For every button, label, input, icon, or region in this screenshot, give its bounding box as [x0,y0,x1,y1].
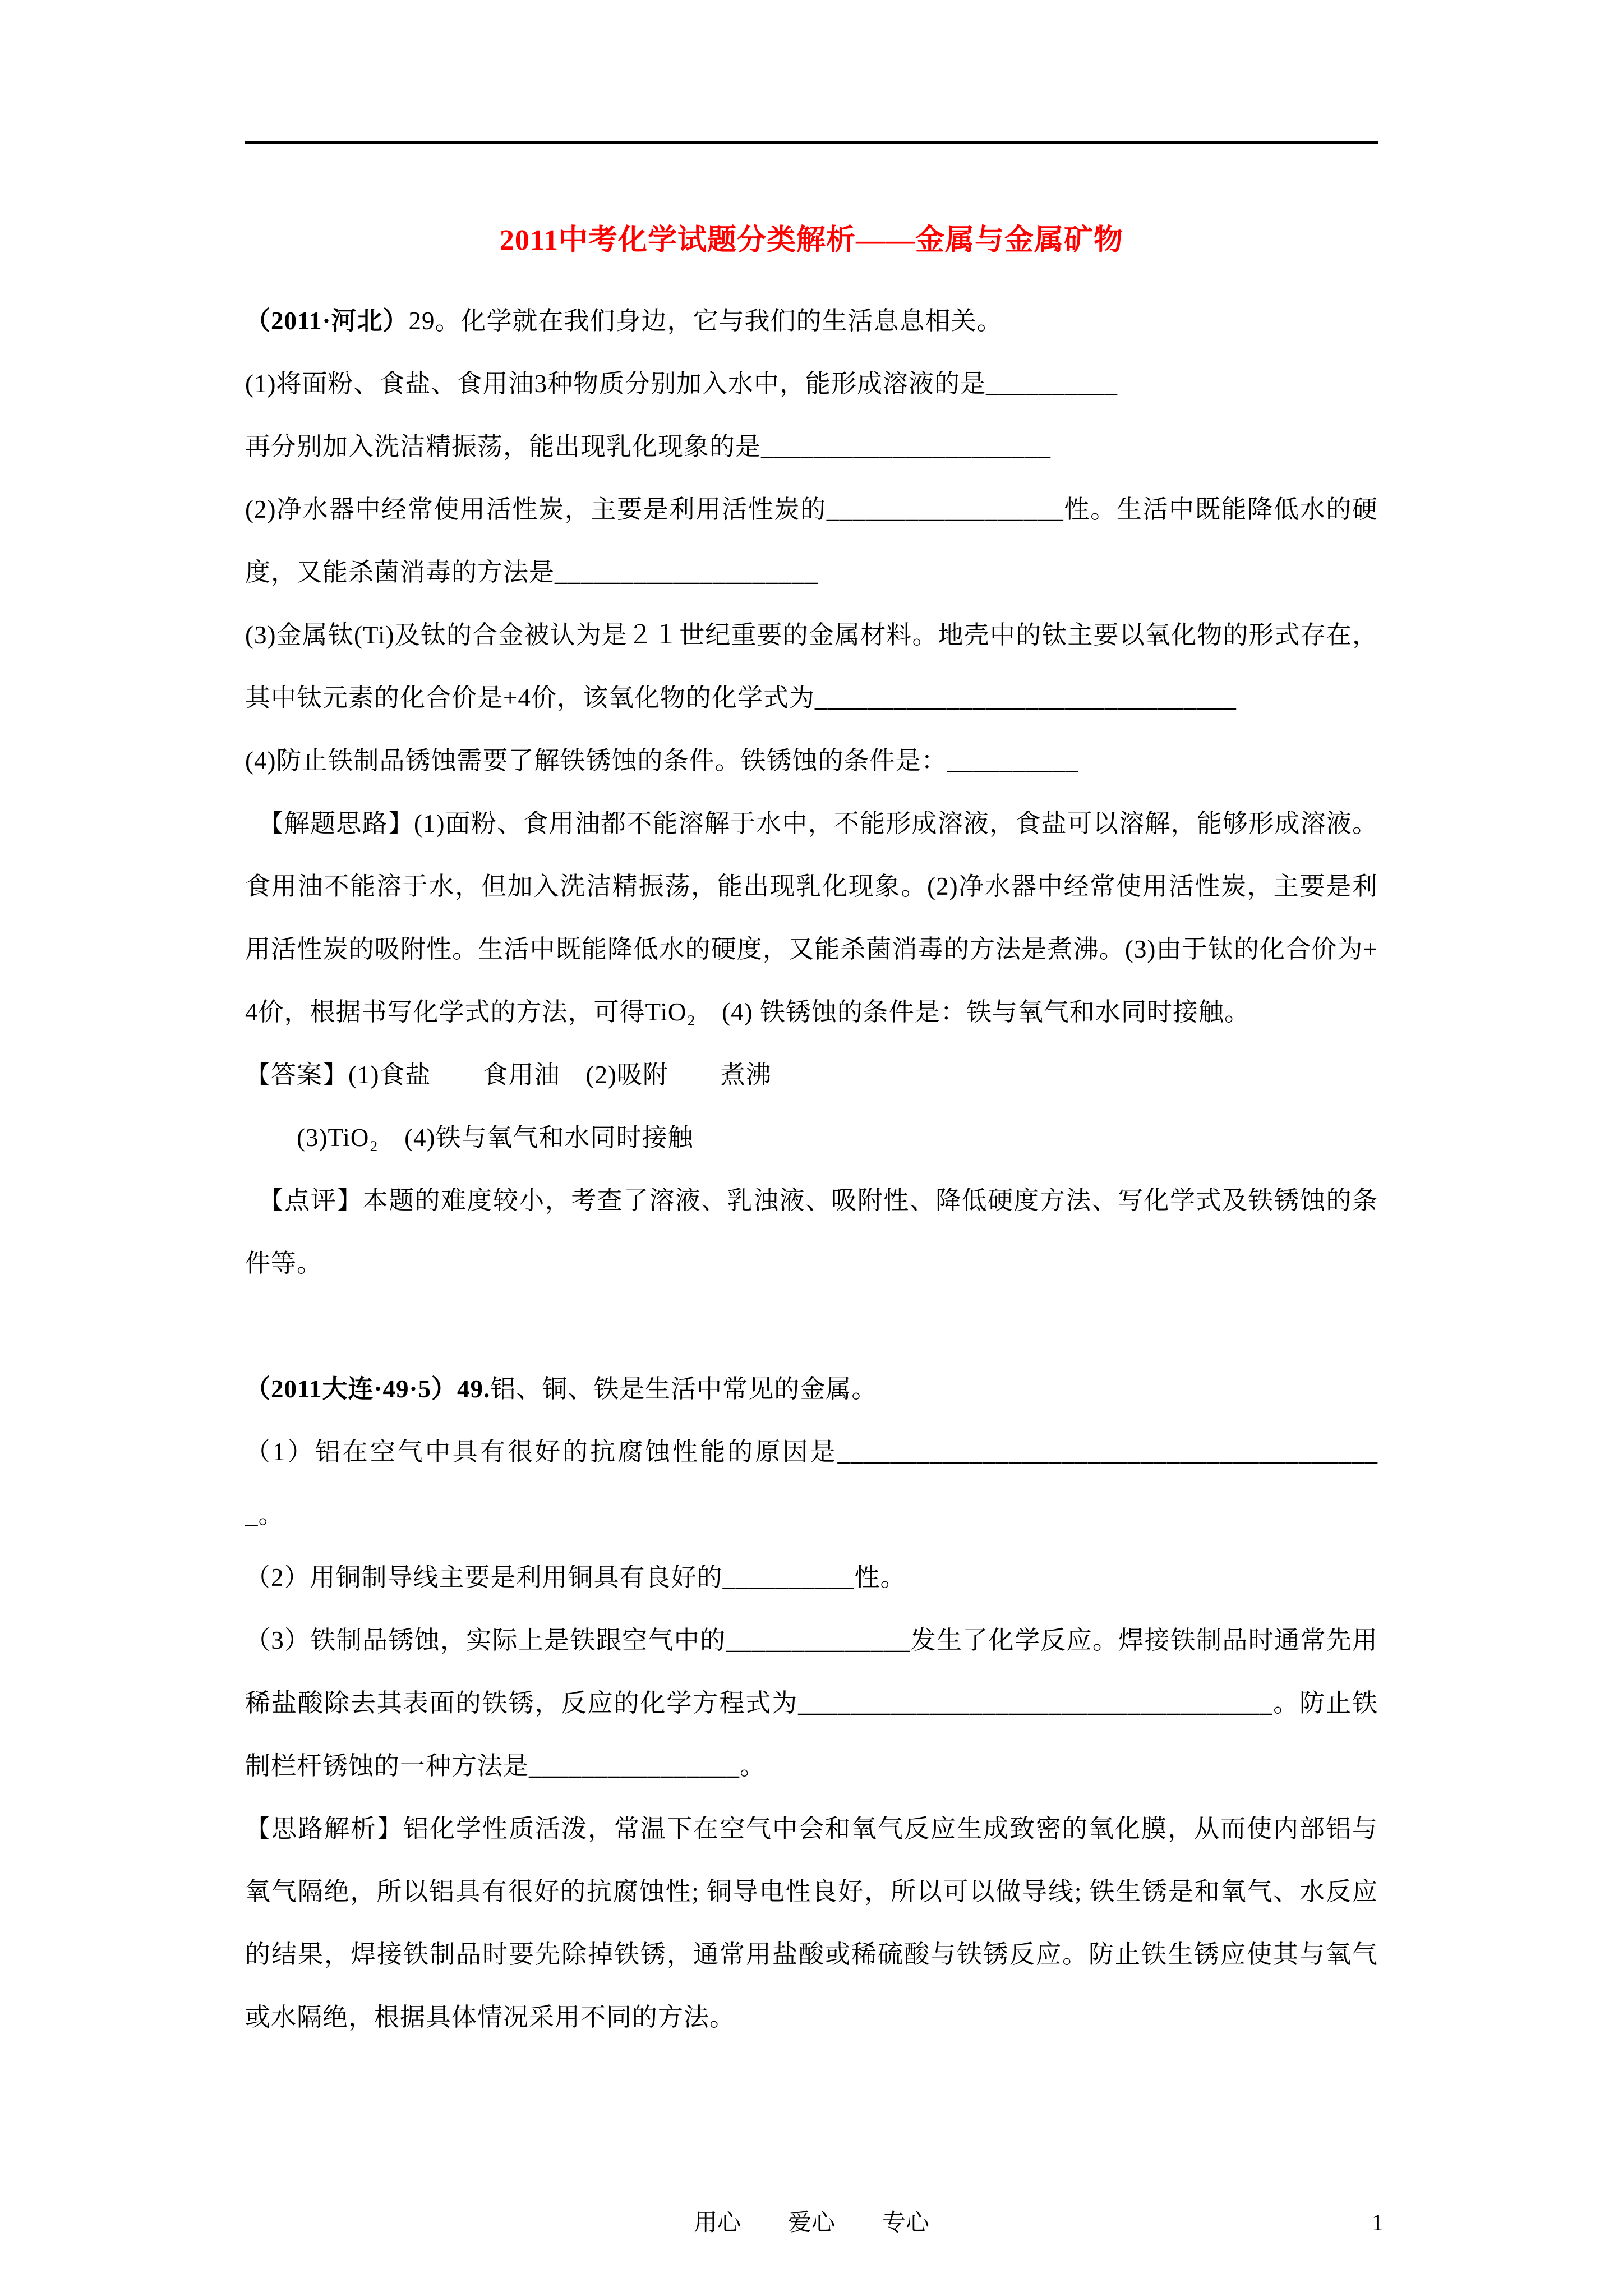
paragraph-lead: （2011大连·49·5）49. [245,1375,491,1403]
paragraph-text: （3）铁制品锈蚀，实际上是铁跟空气中的______________发生了化学反应。焊接铁制品时通常先用稀盐酸除去其表面的铁锈，反应的化学方程式为____________________________________。防止铁制栏杆锈蚀的一种方法是________________。 [245,1626,1378,1780]
paragraph [245,1797,1378,2049]
header-rule [245,141,1378,144]
paragraph-text: 铝、铜、铁是生活中常见的金属。 [490,1375,878,1403]
paragraph [245,604,1378,729]
paragraph [245,1420,1378,1546]
paragraph-text: 再分别加入洗洁精振荡，能出现乳化现象的是______________________ [245,432,1052,461]
paragraph-text: 29。化学就在我们身边，它与我们的生活息息相关。 [408,307,1003,335]
paragraph [245,289,1378,352]
paragraph-text: (4)防止铁制品锈蚀需要了解铁锈蚀的条件。铁锈蚀的条件是：__________ [245,747,1079,775]
paragraph-text: 【点评】本题的难度较小，考查了溶液、乳浊液、吸附性、降低硬度方法、写化学式及铁锈蚀的条件等。 [245,1186,1378,1277]
page-title: 2011中考化学试题分类解析——金属与金属矿物 [499,224,1124,256]
paragraph-text: 【解题思路】(1)面粉、食用油都不能溶解于水中，不能形成溶液，食盐可以溶解，能够形成溶液。食用油不能溶于水，但加入洗洁精振荡，能出现乳化现象。(2)净水器中经常使用活性炭，主要是利用活性炭的吸附性。生活中既能降低水的硬度，又能杀菌消毒的方法是煮沸。(3)由于钛的化合价为+4价，根据书写化学式的方法，可得TiO₂ (4) 铁锈蚀的条件是：铁与氧气和水同时接触。 [245,809,1378,1026]
document-body [245,289,1378,2049]
paragraph [245,1358,1378,1420]
paragraph [245,415,1378,478]
paragraph [245,1169,1378,1295]
page-footer [245,2209,1384,2237]
page-number: 1 [1372,2210,1384,2236]
paragraph-text: （1）铝在空气中具有很好的抗腐蚀性能的原因是__________________________________________。 [245,1438,1378,1529]
paragraph [245,1106,1378,1169]
paragraph-text: (3)TiO₂ (4)铁与氧气和水同时接触 [245,1124,694,1152]
paragraph-text: 【思路解析】铝化学性质活泼，常温下在空气中会和氧气反应生成致密的氧化膜，从而使内部铝与氧气隔绝，所以铝具有很好的抗腐蚀性; 铜导电性良好，所以可以做导线; 铁生锈是和氧气、水反应的结果，焊接铁制品时要先除掉铁锈，通常用盐酸或稀硫酸与铁锈反应。防止铁生锈应使其与氧气或水隔绝，根据具体情况采用不同的方法。 [245,1815,1378,2031]
paragraph [245,729,1378,792]
paragraph [245,1295,1378,1358]
paragraph-text: 【答案】(1)食盐 食用油 (2)吸附 煮沸 [245,1061,772,1089]
footer-motto: 用心 爱心 专心 [693,2210,929,2236]
paragraph-text: (3)金属钛(Ti)及钛的合金被认为是２１世纪重要的金属材料。地壳中的钛主要以氧化物的形式存在，其中钛元素的化合价是+4价，该氧化物的化学式为________________________________ [245,621,1378,712]
paragraph [245,1609,1378,1797]
paragraph [245,1043,1378,1106]
paragraph-text [245,1312,252,1340]
paragraph [245,792,1378,1043]
paragraph [245,1546,1378,1609]
paragraph-text: （2）用铜制导线主要是利用铜具有良好的__________性。 [245,1563,906,1591]
paragraph-text: (2)净水器中经常使用活性炭，主要是利用活性炭的__________________性。生活中既能降低水的硬度，又能杀菌消毒的方法是____________________ [245,495,1378,586]
paragraph-lead: （2011·河北） [245,307,409,335]
paragraph [245,352,1378,415]
paragraph-text: (1)将面粉、食盐、食用油3种物质分别加入水中，能形成溶液的是__________ [245,370,1118,398]
paragraph [245,478,1378,604]
document-content [245,0,1378,2049]
